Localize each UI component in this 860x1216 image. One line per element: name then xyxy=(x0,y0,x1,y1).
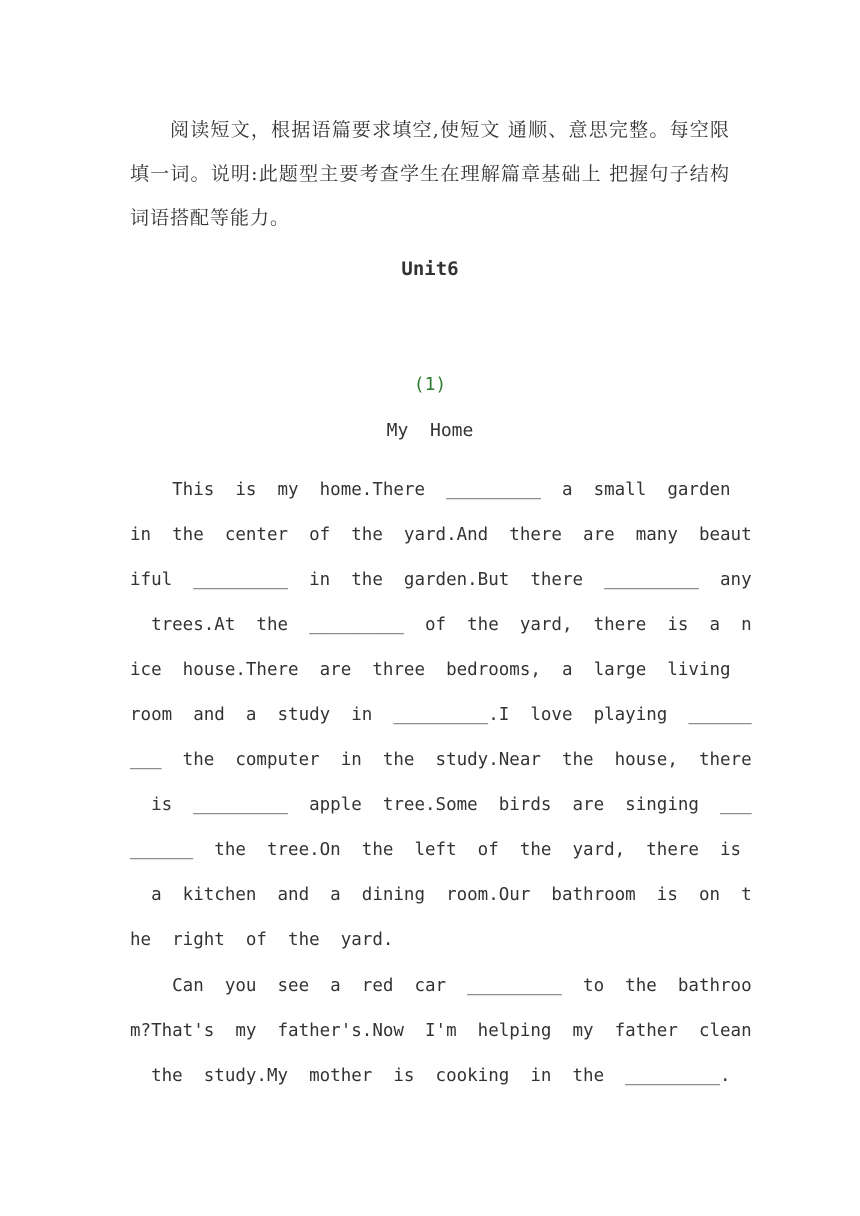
passage-line: in the center of the yard.And there are many beaut xyxy=(130,525,752,545)
passage-line: iful _________ in the garden.But there _________ any xyxy=(130,570,752,590)
passage-number: (1) xyxy=(413,374,447,395)
passage-line: This is my home.There _________ a small garden xyxy=(130,480,742,500)
passage-line: ice house.There are three bedrooms, a large living xyxy=(130,660,742,680)
passage-line: a kitchen and a dining room.Our bathroom is on t xyxy=(130,885,752,905)
passage-line: room and a study in _________.I love playing ______ xyxy=(130,705,752,725)
passage-line: is _________ apple tree.Some birds are singing ___ xyxy=(130,795,752,815)
passage-line: m?That's my father's.Now I'm helping my father clean xyxy=(130,1021,752,1041)
passage-line: trees.At the _________ of the yard, there is a n xyxy=(130,615,752,635)
passage-title: My Home xyxy=(386,420,474,441)
passage-line: Can you see a red car _________ to the bathroo xyxy=(130,976,752,996)
passage-line: the study.My mother is cooking in the _________. xyxy=(130,1066,731,1086)
passage-line: ___ the computer in the study.Near the house, there xyxy=(130,750,752,770)
unit-heading: Unit6 xyxy=(401,258,459,280)
passage-line: ______ the tree.On the left of the yard, there is xyxy=(130,840,752,860)
passage-line: he right of the yard. xyxy=(130,930,394,950)
instructions-paragraph: 阅读短文，根据语篇要求填空,使短文 通顺、意思完整。每空限填一词。说明:此题型主要考查学生在理解篇章基础上 把握句子结构 词语搭配等能力。 xyxy=(130,119,730,229)
